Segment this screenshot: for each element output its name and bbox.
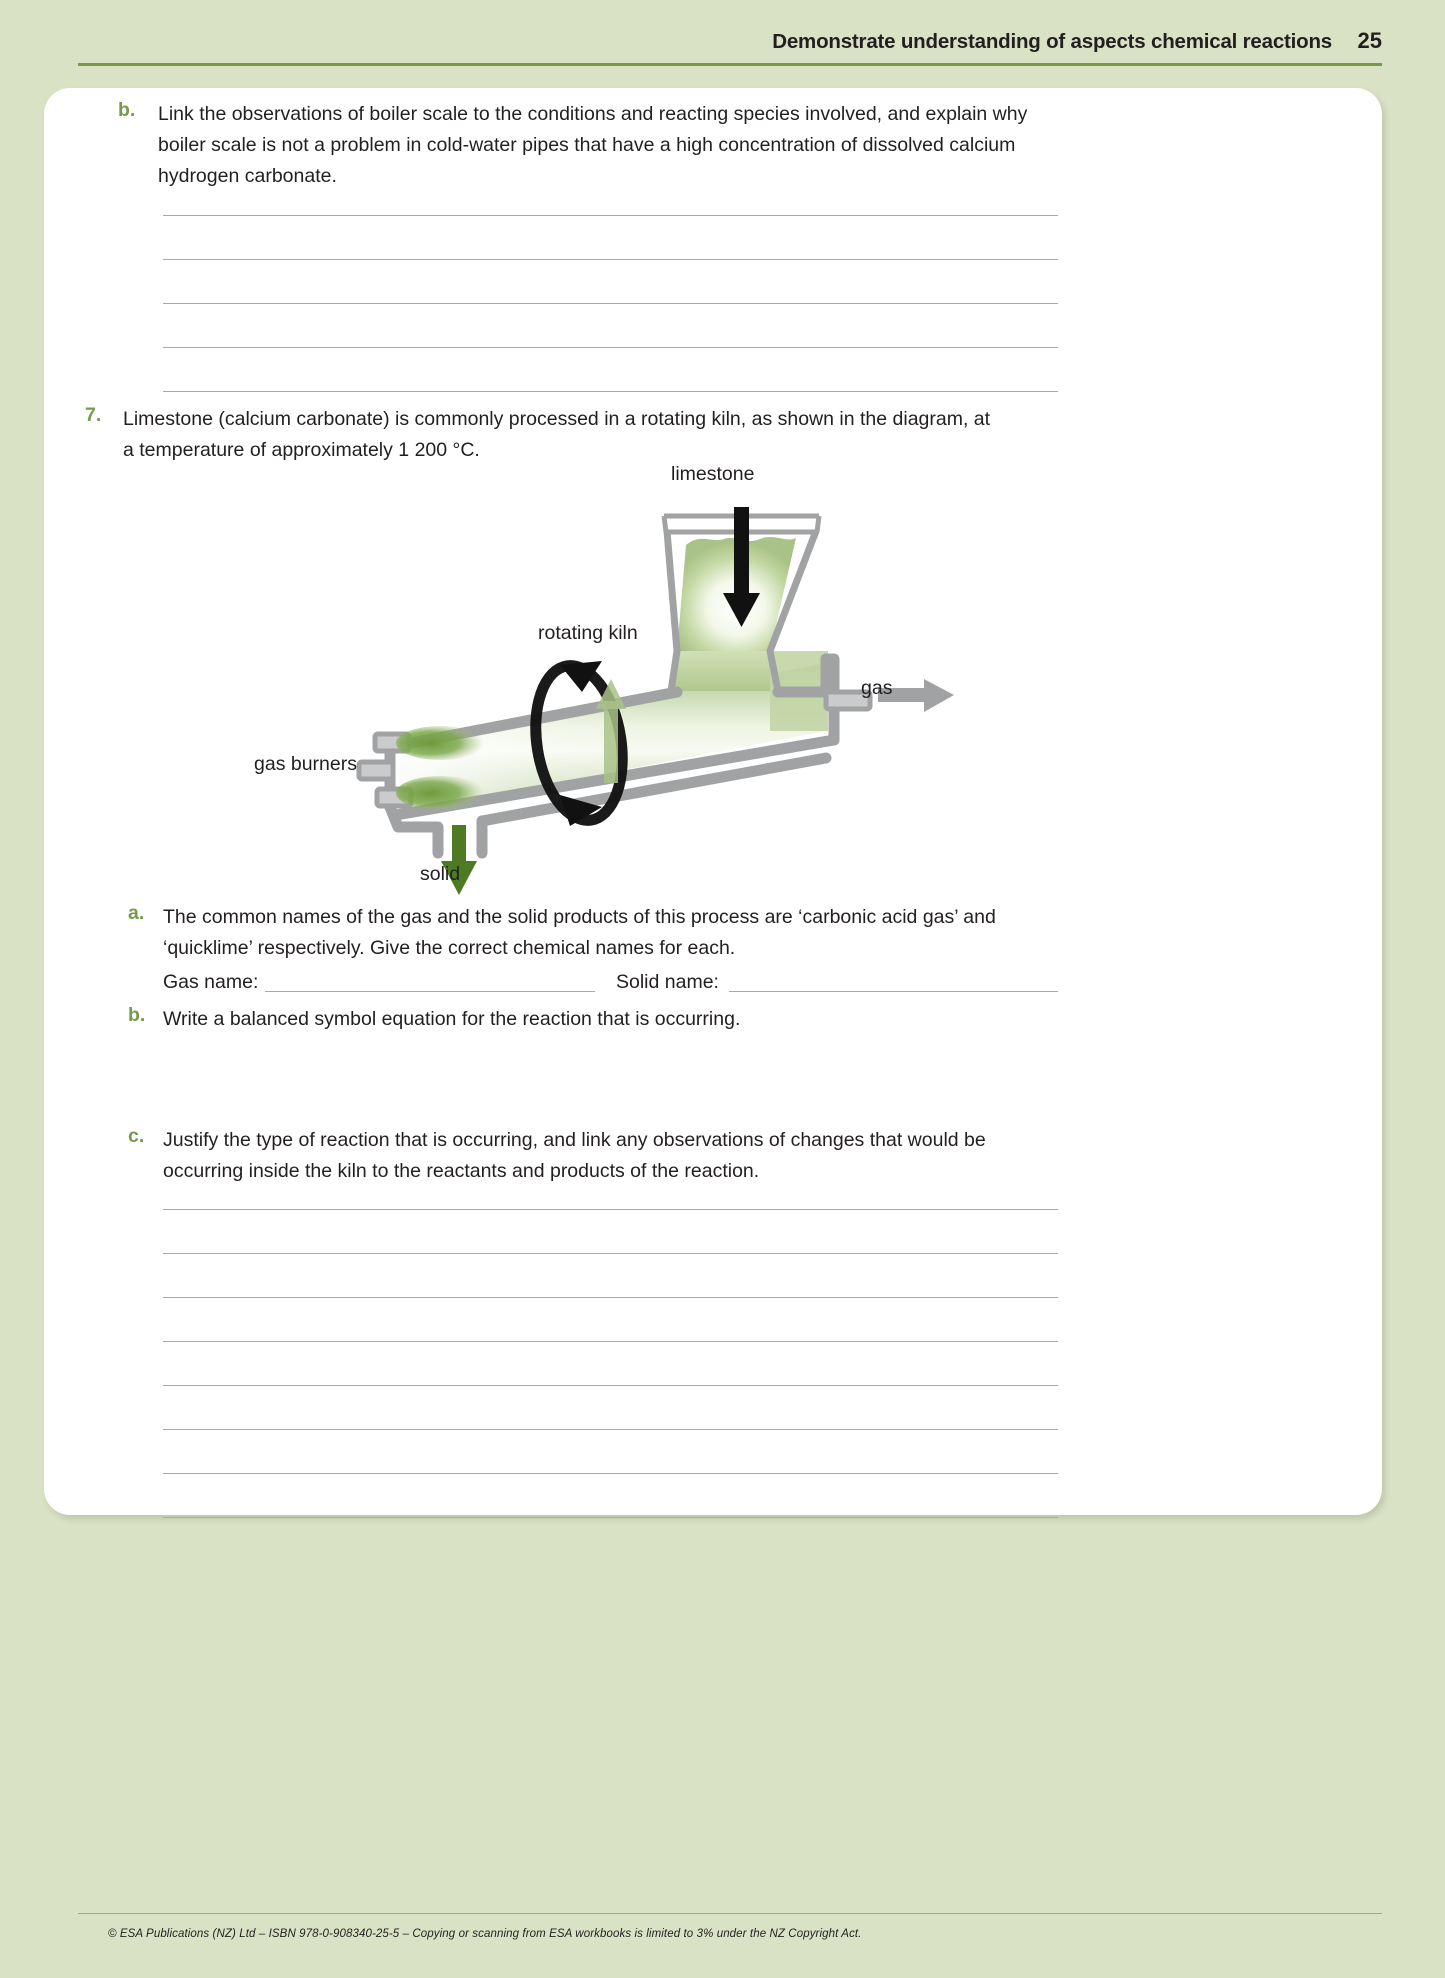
solid-name-label: Solid name: bbox=[616, 971, 719, 993]
diagram-label-limestone: limestone bbox=[671, 463, 755, 485]
diagram-label-gas: gas bbox=[861, 677, 893, 699]
gas-name-input[interactable] bbox=[265, 991, 595, 992]
page-title: Demonstrate understanding of aspects chemical reactions bbox=[772, 30, 1332, 53]
question-7b-marker: b. bbox=[128, 1004, 146, 1026]
gas-name-label: Gas name: bbox=[163, 971, 259, 993]
answer-line[interactable] bbox=[163, 1473, 1058, 1474]
kiln-neck-fill bbox=[671, 651, 778, 691]
question-7c-marker: c. bbox=[128, 1125, 145, 1147]
answer-line[interactable] bbox=[163, 391, 1058, 392]
header-divider bbox=[78, 63, 1382, 66]
question-7b-text: Write a balanced symbol equation for the reaction that is occurring. bbox=[163, 1008, 741, 1030]
diagram-label-gas-burners: gas burners bbox=[254, 753, 357, 775]
diagram-label-rotating-kiln: rotating kiln bbox=[538, 622, 638, 644]
solid-name-input[interactable] bbox=[729, 991, 1058, 992]
answer-line[interactable] bbox=[163, 347, 1058, 348]
question-7-number: 7. bbox=[85, 404, 102, 426]
question-7-stem: Limestone (calcium carbonate) is commonly processed in a rotating kiln, as shown in the diagram, at a temperature of approximately 1 200 °C. bbox=[123, 408, 991, 461]
answer-line[interactable] bbox=[163, 1253, 1058, 1254]
question-7c-text: Justify the type of reaction that is occurring, and link any observations of changes that would be occurring inside the kiln to the reactants and products of the reaction. bbox=[163, 1129, 986, 1182]
answer-line[interactable] bbox=[163, 1297, 1058, 1298]
page-header bbox=[0, 0, 1445, 72]
question-7a-text: The common names of the gas and the solid products of this process are ‘carbonic acid gas’ and ‘quicklime’ respectively. Give the correct chemical names for each. bbox=[163, 906, 996, 959]
answer-line[interactable] bbox=[163, 1209, 1058, 1210]
question-7a-marker: a. bbox=[128, 902, 145, 924]
answer-line[interactable] bbox=[163, 1385, 1058, 1386]
answer-line[interactable] bbox=[163, 1429, 1058, 1430]
kiln-illustration bbox=[230, 455, 1130, 910]
page-number: 25 bbox=[1357, 28, 1382, 53]
answer-line[interactable] bbox=[163, 259, 1058, 260]
question-6b-text: Link the observations of boiler scale to the conditions and reacting species involved, and explain why boiler scale is not a problem in cold-water pipes that have a high concentration of dissolved calcium hydrogen carbonate. bbox=[158, 103, 1028, 187]
answer-line[interactable] bbox=[163, 1517, 1058, 1518]
footer-copyright: © ESA Publications (NZ) Ltd – ISBN 978-0-908340-25-5 – Copying or scanning from ESA workbooks is limited to 3% under the NZ Copyright Act. bbox=[108, 1928, 862, 1940]
diagram-label-solid: solid bbox=[420, 863, 461, 885]
footer-divider bbox=[78, 1913, 1382, 1914]
answer-line[interactable] bbox=[163, 215, 1058, 216]
rotating-kiln-diagram bbox=[230, 455, 1130, 910]
answer-line[interactable] bbox=[163, 1341, 1058, 1342]
question-6b-marker: b. bbox=[118, 99, 136, 121]
answer-line[interactable] bbox=[163, 303, 1058, 304]
